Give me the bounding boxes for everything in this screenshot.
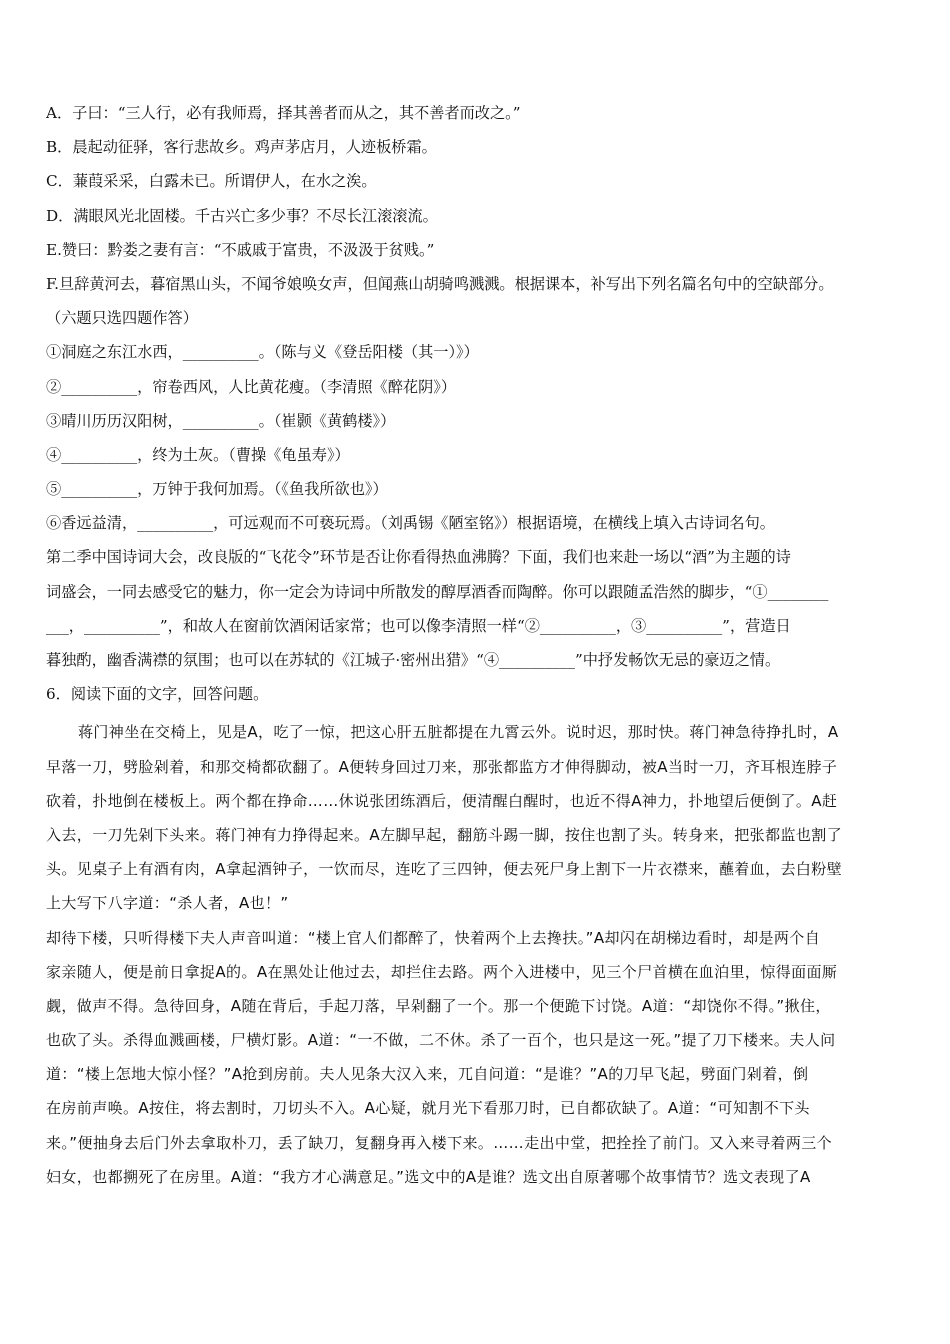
fill-blank-2: ②__________，帘卷西风，人比黄花瘦。（李清照《醉花阴》） xyxy=(46,377,457,396)
option-b: B．晨起动征驿，客行悲故乡。鸡声茅店月，人迹板桥霜。 xyxy=(46,138,437,157)
reading-passage-line: 入去，一刀先剁下头来。蒋门神有力挣得起来。A左脚早起，翻筋斗踢一脚，按住也割了头。转身来，把张都监也割了 xyxy=(46,825,843,844)
instruction-note: （六题只选四题作答） xyxy=(46,309,198,328)
reading-passage-line: 上大写下八字道：“杀人者，A也！” xyxy=(46,894,289,913)
reading-passage-line: 蒋门神坐在交椅上，见是A，吃了一惊，把这心肝五脏都提在九霄云外。说时迟，那时快。蒋门神急待挣扎时，A xyxy=(78,723,839,742)
option-e: E.赞曰：黔娄之妻有言：“不戚戚于富贵，不汲汲于贫贱。” xyxy=(46,240,435,259)
reading-passage-line: 砍着，扑地倒在楼板上。两个都在挣命……休说张团练酒后，便清醒白醒时，也近不得A神力，扑地望后便倒了。A赶 xyxy=(46,791,838,810)
reading-passage-line: 头。见桌子上有酒有肉，A拿起酒钟子，一饮而尽，连吃了三四钟，便去死尸身上割下一片衣襟来，蘸着血，去白粉壁 xyxy=(46,860,843,879)
fill-blank-4: ④__________，终为土灰。（曹操《龟虽寿》） xyxy=(46,445,350,464)
reading-passage-line: 觑，做声不得。急待回身，A随在背后，手起刀落，早剁翻了一个。那一个便跪下讨饶。A道：“却饶你不得。”揪住， xyxy=(46,996,831,1015)
fill-blank-5: ⑤__________，万钟于我何加焉。（《鱼我所欲也》） xyxy=(46,480,388,499)
option-d: D．满眼风光北固楼。千古兴亡多少事？不尽长江滚滚流。 xyxy=(46,206,438,225)
poetry-contest-paragraph: ___，__________”，和故人在窗前饮酒闲话家常；也可以像李清照一样“②__________，③__________”，营造日 xyxy=(46,616,791,635)
reading-passage-line: 妇女，也都搠死了在房里。A道：“我方才心满意足。”选文中的A是谁？选文出自原著哪个故事情节？选文表现了A xyxy=(46,1167,811,1186)
reading-passage-line: 家亲随人，便是前日拿捉A的。A在黑处让他过去，却拦住去路。两个入进楼中，见三个尸首横在血泊里，惊得面面厮 xyxy=(46,962,838,981)
reading-passage-line: 来。”便抽身去后门外去拿取朴刀，丢了缺刀，复翻身再入楼下来。……走出中堂，把拴拴了前门。又入来寻着两三个 xyxy=(46,1133,833,1152)
reading-passage-line: 道：“楼上怎地大惊小怪？”A抢到房前。夫人见条大汉入来，兀自问道：“是谁？”A的刀早飞起，劈面门剁着，倒 xyxy=(46,1065,809,1084)
reading-passage-line: 早落一刀，劈脸剁着，和那交椅都砍翻了。A便转身回过刀来，那张都监方才伸得脚动，被A当时一刀，齐耳根连脖子 xyxy=(46,757,838,776)
reading-passage-line: 却待下楼，只听得楼下夫人声音叫道：“楼上官人们都醉了，快着两个上去搀扶。”A却闪在胡梯边看时，却是两个自 xyxy=(46,928,821,947)
option-a: A．子曰：“三人行，必有我师焉，择其善者而从之，其不善者而改之。” xyxy=(46,104,521,122)
option-f: F.旦辞黄河去，暮宿黑山头，不闻爷娘唤女声，但闻燕山胡骑鸣溅溅。根据课本，补写出下列名篇名句中的空缺部分。 xyxy=(46,274,834,293)
document-page xyxy=(46,96,908,1194)
poetry-contest-paragraph: 词盛会，一同去感受它的魅力，你一定会为诗词中所散发的醇厚酒香而陶醉。你可以跟随孟浩然的脚步，“①________ xyxy=(46,582,829,601)
poetry-contest-paragraph: 第二季中国诗词大会，改良版的“飞花令”环节是否让你看得热血沸腾？下面，我们也来赴一场以“酒”为主题的诗 xyxy=(46,548,791,567)
reading-passage-line: 也砍了头。杀得血溅画楼，尸横灯影。A道：“一不做，二不休。杀了一百个，也只是这一死。”提了刀下楼来。夫人问 xyxy=(46,1031,836,1050)
fill-blank-1: ①洞庭之东江水西，__________。（陈与义《登岳阳楼（其一）》） xyxy=(46,343,479,362)
question-6-heading: 6．阅读下面的文字，回答问题。 xyxy=(46,685,269,704)
option-c: C．蒹葭采采，白露未已。所谓伊人，在水之涘。 xyxy=(46,172,377,191)
reading-passage-line: 在房前声唤。A按住，将去割时，刀切头不入。A心疑，就月光下看那刀时，已自都砍缺了。A道：“可知割不下头 xyxy=(46,1099,810,1118)
poetry-contest-paragraph: 暮独酌，幽香满襟的氛围；也可以在苏轼的《江城子·密州出猎》“④__________”中抒发畅饮无忌的豪迈之情。 xyxy=(46,651,781,669)
fill-blank-6: ⑥香远益清，__________，可远观而不可亵玩焉。（刘禹锡《陋室铭》）根据语境，在横线上填入古诗词名句。 xyxy=(46,514,775,533)
fill-blank-3: ③晴川历历汉阳树，__________。（崔颢《黄鹤楼》） xyxy=(46,411,396,430)
